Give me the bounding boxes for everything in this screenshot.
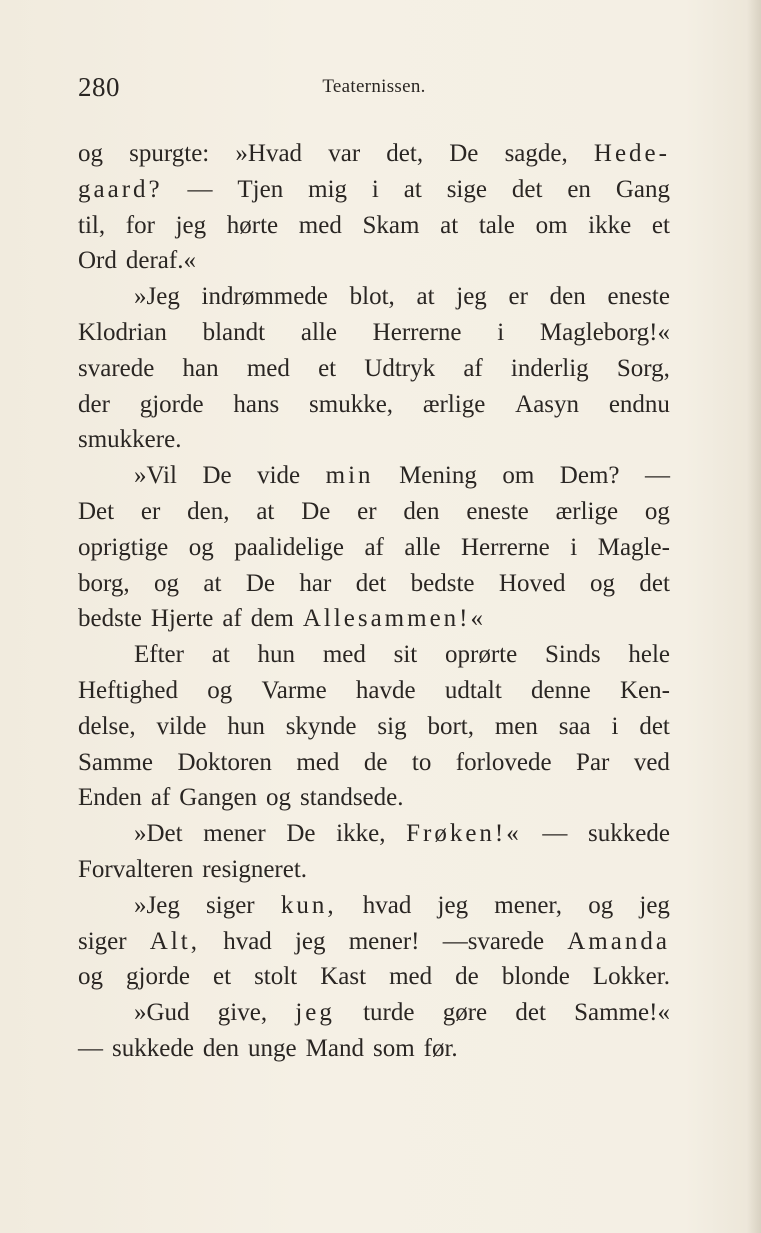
word: mig bbox=[308, 175, 348, 203]
word: ikke bbox=[588, 211, 632, 239]
word: »Jeg bbox=[134, 283, 180, 311]
word: gjorde bbox=[139, 390, 204, 418]
word: tale bbox=[478, 211, 515, 239]
word: ærlige bbox=[422, 390, 486, 418]
text-line bbox=[78, 888, 670, 924]
word: og bbox=[78, 140, 103, 167]
text-line bbox=[78, 494, 670, 530]
word: og bbox=[154, 569, 180, 597]
word: smukke, bbox=[309, 390, 394, 418]
word: gøre bbox=[442, 999, 488, 1027]
word: og bbox=[78, 963, 103, 991]
word: — bbox=[187, 175, 213, 203]
word: et bbox=[651, 211, 670, 239]
word: det bbox=[515, 999, 546, 1027]
word: — bbox=[645, 462, 670, 490]
word: unge bbox=[248, 1034, 297, 1062]
word: med bbox=[389, 963, 433, 991]
text-line bbox=[78, 673, 670, 709]
word: »Hvad bbox=[235, 140, 303, 167]
word: De bbox=[301, 497, 331, 525]
word: to bbox=[411, 748, 432, 776]
word: er bbox=[357, 497, 377, 525]
text-line bbox=[78, 566, 670, 602]
word: Magleborg!« bbox=[539, 318, 670, 346]
word: som bbox=[372, 1034, 415, 1062]
word: et bbox=[212, 963, 232, 991]
word: eneste bbox=[607, 283, 670, 311]
word: gjorde bbox=[126, 963, 190, 991]
text-line bbox=[78, 243, 670, 279]
word: jeg bbox=[294, 927, 326, 955]
word: Forvalteren bbox=[78, 855, 194, 883]
word: mener, bbox=[494, 891, 562, 919]
word: hvad bbox=[223, 927, 272, 955]
word: at bbox=[211, 641, 230, 669]
word: og bbox=[266, 784, 292, 812]
word: en bbox=[567, 175, 591, 203]
text-line bbox=[78, 172, 670, 208]
word: borg, bbox=[78, 569, 130, 597]
word: og bbox=[188, 533, 214, 561]
running-title: Teaternissen. bbox=[322, 76, 426, 97]
text-line bbox=[78, 422, 670, 458]
word: Det bbox=[78, 497, 115, 525]
word: Alt, bbox=[149, 927, 200, 955]
word: denne bbox=[531, 676, 591, 704]
word: ærlige bbox=[555, 497, 619, 525]
word: at bbox=[440, 211, 459, 239]
word: Doktoren bbox=[177, 748, 272, 776]
word: siger bbox=[206, 891, 255, 919]
word: inderlig bbox=[510, 354, 589, 382]
word: Lokker. bbox=[592, 963, 670, 991]
word: min bbox=[325, 462, 374, 490]
word: svarede bbox=[78, 354, 155, 382]
word: »Det bbox=[134, 820, 183, 848]
word: hun bbox=[227, 712, 265, 740]
word: ved bbox=[633, 748, 670, 776]
word: der bbox=[78, 390, 110, 418]
word: sukkede bbox=[588, 820, 670, 848]
word: de bbox=[455, 963, 479, 991]
word: hans bbox=[233, 390, 280, 418]
word: — bbox=[542, 820, 568, 848]
word: vilde bbox=[156, 712, 207, 740]
word: jeg bbox=[456, 283, 487, 311]
word: Udtryk bbox=[364, 354, 436, 382]
word: Samme!« bbox=[574, 999, 670, 1027]
word: men bbox=[494, 712, 538, 740]
word: — bbox=[78, 1034, 103, 1062]
word: sig bbox=[377, 712, 407, 740]
word: før. bbox=[423, 1034, 458, 1062]
word: ikke, bbox=[336, 820, 386, 848]
word: er bbox=[140, 497, 161, 525]
word: med bbox=[246, 354, 290, 382]
word: Herrerne bbox=[372, 318, 462, 346]
text-line bbox=[78, 351, 670, 387]
text-line bbox=[78, 458, 670, 494]
word: har bbox=[299, 569, 332, 597]
word: forlovede bbox=[455, 748, 552, 776]
word: var bbox=[328, 140, 361, 167]
word: gaard? bbox=[78, 175, 163, 203]
word: sagde, bbox=[504, 140, 568, 167]
word: mener! bbox=[348, 927, 420, 955]
word: bort, bbox=[427, 712, 474, 740]
word: for bbox=[125, 211, 155, 239]
word: Aasyn bbox=[515, 390, 580, 418]
word: standsede. bbox=[300, 784, 404, 812]
word: endnu bbox=[608, 390, 670, 418]
text-line bbox=[78, 924, 670, 960]
word: kun, bbox=[280, 891, 337, 919]
word: De bbox=[202, 462, 232, 490]
word: af bbox=[150, 784, 171, 812]
text-line bbox=[78, 601, 670, 637]
word: og bbox=[207, 676, 233, 704]
word: resigneret. bbox=[202, 855, 308, 883]
word: Ord bbox=[78, 247, 117, 275]
word: »Jeg bbox=[134, 891, 180, 919]
word: er bbox=[508, 283, 528, 311]
word: af bbox=[364, 533, 384, 561]
word: med bbox=[322, 641, 366, 669]
word: »Gud bbox=[134, 999, 190, 1027]
word: udtalt bbox=[444, 676, 502, 704]
word: jeg bbox=[175, 211, 207, 239]
text-line bbox=[78, 208, 670, 244]
word: eneste bbox=[466, 497, 529, 525]
word: det, bbox=[386, 140, 424, 167]
word: og bbox=[644, 497, 670, 525]
text-line bbox=[78, 780, 670, 816]
word: delse, bbox=[78, 712, 136, 740]
word: hun bbox=[257, 641, 296, 669]
word: at bbox=[256, 497, 275, 525]
word: Sorg, bbox=[616, 354, 670, 382]
word: og bbox=[589, 569, 615, 597]
word: Klodrian bbox=[78, 318, 167, 346]
word: Gangen bbox=[179, 784, 258, 812]
word: det bbox=[511, 175, 543, 203]
word: til, bbox=[78, 211, 106, 239]
word: Dem? bbox=[559, 462, 620, 490]
word: turde bbox=[363, 999, 415, 1027]
word: Hede- bbox=[593, 140, 670, 167]
word: De bbox=[449, 140, 479, 167]
word: vide bbox=[257, 462, 301, 490]
word: han bbox=[182, 354, 219, 382]
word: De bbox=[245, 569, 275, 597]
word: blot, bbox=[349, 283, 395, 311]
word: den bbox=[403, 497, 440, 525]
word: Varme bbox=[261, 676, 327, 704]
word: at bbox=[416, 283, 435, 311]
word: Sinds bbox=[544, 641, 601, 669]
text-line bbox=[78, 959, 670, 995]
word: Efter bbox=[134, 641, 184, 669]
word: jeg bbox=[295, 999, 335, 1027]
word: havde bbox=[355, 676, 416, 704]
word: Hjerte bbox=[150, 605, 214, 633]
word: Kast bbox=[320, 963, 367, 991]
word: Hoved bbox=[498, 569, 566, 597]
word: blonde bbox=[501, 963, 570, 991]
word: bedste bbox=[410, 569, 475, 597]
word: Gang bbox=[615, 175, 670, 203]
word: Skam bbox=[362, 211, 420, 239]
word: og bbox=[588, 891, 614, 919]
word: Mand bbox=[305, 1034, 364, 1062]
word: den, bbox=[187, 497, 230, 525]
word: med bbox=[298, 211, 342, 239]
text-line bbox=[78, 816, 670, 852]
word: i bbox=[570, 533, 578, 561]
word: med bbox=[296, 748, 340, 776]
word: Amanda bbox=[567, 927, 670, 955]
word: Frøken!« bbox=[406, 820, 522, 848]
word: et bbox=[318, 354, 337, 382]
text-line bbox=[78, 136, 670, 172]
word: spurgte: bbox=[129, 140, 210, 167]
word: Allesammen!« bbox=[302, 605, 486, 633]
word: i bbox=[497, 318, 505, 346]
word: Heftighed bbox=[78, 676, 178, 704]
word: dem bbox=[250, 605, 294, 633]
word: af bbox=[222, 605, 242, 633]
word: siger bbox=[78, 927, 127, 955]
word: oprørte bbox=[445, 641, 518, 669]
word: deraf.« bbox=[125, 247, 196, 275]
word: bedste bbox=[78, 605, 142, 633]
word: den bbox=[202, 1034, 240, 1062]
word: hele bbox=[628, 641, 670, 669]
word: —svarede bbox=[442, 927, 545, 955]
word: Herrerne bbox=[460, 533, 550, 561]
word: stolt bbox=[254, 963, 298, 991]
word: af bbox=[463, 354, 483, 382]
word: saa bbox=[558, 712, 591, 740]
word: skynde bbox=[285, 712, 357, 740]
word: oprigtige bbox=[78, 533, 169, 561]
word: de bbox=[363, 748, 388, 776]
word: Par bbox=[576, 748, 610, 776]
text-line bbox=[78, 530, 670, 566]
text-line bbox=[78, 709, 670, 745]
word: det bbox=[639, 712, 670, 740]
word: »Vil bbox=[134, 462, 177, 490]
word: jeg bbox=[437, 891, 469, 919]
word: blandt bbox=[202, 318, 266, 346]
word: Ken- bbox=[619, 676, 670, 704]
text-line bbox=[78, 387, 670, 423]
word: Magle- bbox=[597, 533, 670, 561]
word: Samme bbox=[78, 748, 153, 776]
word: det bbox=[355, 569, 387, 597]
word: hørte bbox=[226, 211, 279, 239]
word: Tjen bbox=[237, 175, 284, 203]
word: alle bbox=[404, 533, 441, 561]
page-header bbox=[78, 72, 670, 106]
word: det bbox=[639, 569, 670, 597]
word: alle bbox=[300, 318, 337, 346]
word: hvad bbox=[362, 891, 412, 919]
word: smukkere. bbox=[78, 426, 182, 454]
word: i bbox=[611, 712, 619, 740]
word: den bbox=[549, 283, 586, 311]
word: Enden bbox=[78, 784, 142, 812]
word: De bbox=[286, 820, 316, 848]
page-edge-shadow bbox=[747, 0, 761, 1233]
page-number: 280 bbox=[78, 72, 120, 102]
text-line bbox=[78, 852, 670, 888]
word: at bbox=[203, 569, 222, 597]
text-line bbox=[78, 1031, 670, 1067]
word: paalidelige bbox=[234, 533, 344, 561]
body-text bbox=[78, 136, 670, 1067]
word: mener bbox=[203, 820, 266, 848]
word: om bbox=[502, 462, 535, 490]
word: om bbox=[535, 211, 568, 239]
word: Mening bbox=[399, 462, 477, 490]
word: i bbox=[371, 175, 379, 203]
text-line bbox=[78, 745, 670, 781]
text-line bbox=[78, 637, 670, 673]
text-line bbox=[78, 995, 670, 1031]
word: at bbox=[403, 175, 422, 203]
word: jeg bbox=[639, 891, 670, 919]
word: sit bbox=[393, 641, 418, 669]
text-line bbox=[78, 279, 670, 315]
word: sukkede bbox=[112, 1034, 194, 1062]
word: sige bbox=[446, 175, 487, 203]
text-line bbox=[78, 315, 670, 351]
word: indrømmede bbox=[201, 283, 328, 311]
word: give, bbox=[217, 999, 268, 1027]
